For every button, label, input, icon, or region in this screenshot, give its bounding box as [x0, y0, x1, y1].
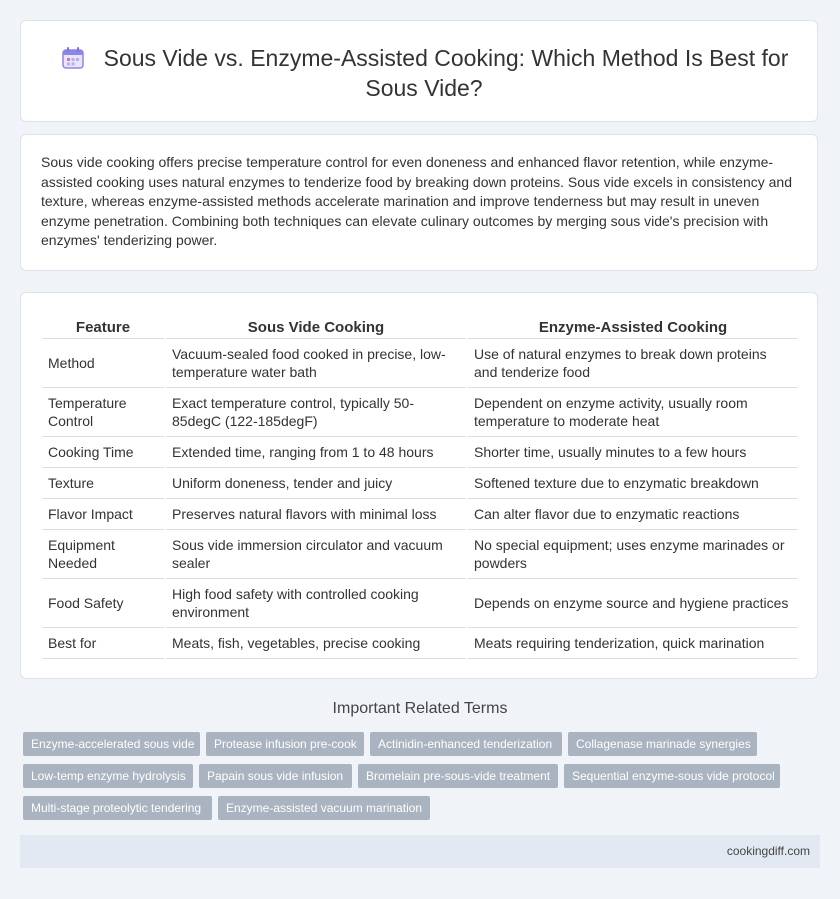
footer-site[interactable]: cookingdiff.com: [726, 844, 810, 858]
row-enzyme: Use of natural enzymes to break down proteins and tenderize food: [467, 339, 798, 388]
row-sous-vide: Meats, fish, vegetables, precise cooking: [165, 628, 467, 659]
row-enzyme: Can alter flavor due to enzymatic reactions: [467, 499, 798, 530]
related-term-tag[interactable]: Collagenase marinade synergies: [568, 732, 757, 756]
header-feature: Feature: [42, 315, 165, 339]
row-enzyme: Meats requiring tenderization, quick marination: [467, 628, 798, 659]
row-enzyme: No special equipment; uses enzyme marinades or powders: [467, 530, 798, 579]
row-feature: Temperature Control: [42, 388, 165, 437]
row-sous-vide: Sous vide immersion circulator and vacuum sealer: [165, 530, 467, 579]
related-term-tag[interactable]: Sequential enzyme-sous vide protocol: [564, 764, 780, 788]
related-term-tag[interactable]: Enzyme-assisted vacuum marination: [218, 796, 430, 820]
related-term-tag[interactable]: Actinidin-enhanced tenderization: [370, 732, 562, 756]
row-sous-vide: Extended time, ranging from 1 to 48 hours: [165, 437, 467, 468]
calendar-icon: [60, 45, 86, 71]
row-sous-vide: Exact temperature control, typically 50-85degC (122-185degF): [165, 388, 467, 437]
row-enzyme: Shorter time, usually minutes to a few hours: [467, 437, 798, 468]
related-term-tag[interactable]: Multi-stage proteolytic tendering: [23, 796, 212, 820]
row-sous-vide: Vacuum-sealed food cooked in precise, low-temperature water bath: [165, 339, 467, 388]
row-feature: Flavor Impact: [42, 499, 165, 530]
row-feature: Cooking Time: [42, 437, 165, 468]
page-title: Sous Vide vs. Enzyme-Assisted Cooking: Which Method Is Best for Sous Vide?: [103, 45, 789, 101]
row-enzyme: Softened texture due to enzymatic breakdown: [467, 468, 798, 499]
table-row: [42, 388, 798, 437]
title-card: [20, 20, 818, 122]
related-term-tag[interactable]: Bromelain pre-sous-vide treatment: [358, 764, 558, 788]
row-feature: Best for: [42, 628, 165, 659]
table-row: [42, 339, 798, 388]
table-row: [42, 499, 798, 530]
intro-paragraph: Sous vide cooking offers precise temperature control for even doneness and enhanced flavor retention, while enzyme-assisted cooking uses natural enzymes to tenderize food by breaking down proteins. Sous vide excels in consistency and texture, whereas enzyme-assisted methods accelerate marination and improve tenderness but may result in uneven enzyme penetration. Combining both techniques can elevate culinary outcomes by merging sous vide's precision with enzymes' tenderizing power.: [41, 154, 792, 249]
table-row: [42, 628, 798, 659]
row-sous-vide: High food safety with controlled cooking environment: [165, 579, 467, 628]
intro-card: [20, 134, 818, 271]
related-term-tag[interactable]: Papain sous vide infusion: [199, 764, 352, 788]
related-term-tag[interactable]: Enzyme-accelerated sous vide: [23, 732, 200, 756]
row-enzyme: Depends on enzyme source and hygiene practices: [467, 579, 798, 628]
footer: [20, 835, 820, 868]
row-sous-vide: Preserves natural flavors with minimal loss: [165, 499, 467, 530]
comparison-table: [42, 315, 798, 659]
table-row: [42, 530, 798, 579]
row-feature: Food Safety: [42, 579, 165, 628]
row-feature: Texture: [42, 468, 165, 499]
table-header-row: [42, 315, 798, 339]
related-term-tag[interactable]: Low-temp enzyme hydrolysis: [23, 764, 193, 788]
table-row: [42, 437, 798, 468]
row-feature: Method: [42, 339, 165, 388]
table-row: [42, 468, 798, 499]
table-row: [42, 579, 798, 628]
page-title-wrap: [45, 43, 803, 103]
related-terms-heading: Important Related Terms: [332, 700, 508, 717]
comparison-card: [20, 292, 818, 679]
row-feature: Equipment Needed: [42, 530, 165, 579]
header-sous-vide: Sous Vide Cooking: [165, 315, 467, 339]
row-enzyme: Dependent on enzyme activity, usually room temperature to moderate heat: [467, 388, 798, 437]
header-enzyme: Enzyme-Assisted Cooking: [467, 315, 798, 339]
row-sous-vide: Uniform doneness, tender and juicy: [165, 468, 467, 499]
related-term-tag[interactable]: Protease infusion pre-cook: [206, 732, 364, 756]
